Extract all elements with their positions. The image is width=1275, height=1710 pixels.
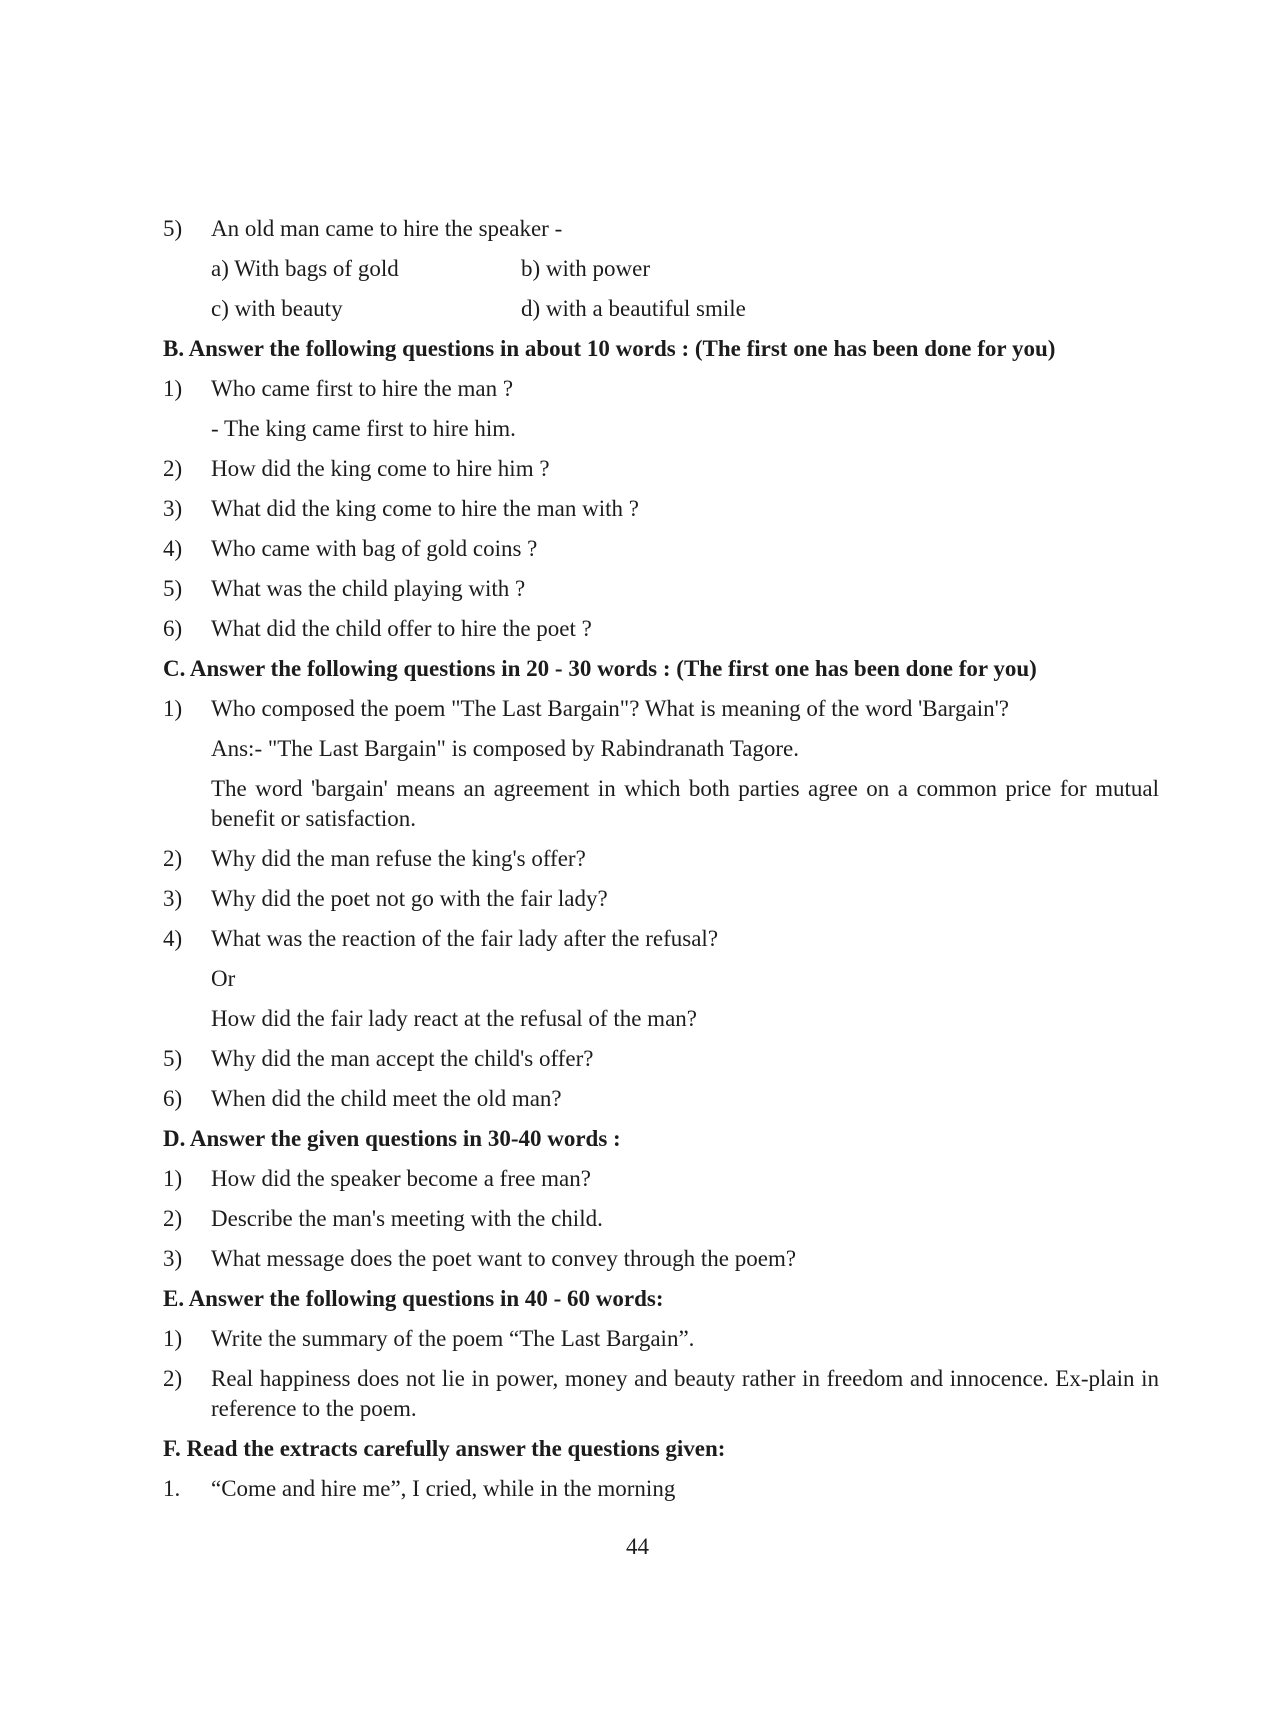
option-a: a) With bags of gold [211, 256, 399, 281]
question-number: 1. [163, 1476, 181, 1501]
section-b-heading: B. Answer the following questions in about 10 words : (The first one has been done for you) [163, 336, 1056, 361]
alternate-question: How did the fair lady react at the refusal of the man? [211, 1006, 697, 1031]
question-text: Real happiness does not lie in power, money and beauty rather in freedom and innocence. Ex-plain in reference to the poem. [211, 1366, 1159, 1421]
question-number: 6) [163, 1086, 183, 1111]
question-number: 4) [163, 536, 183, 561]
question-text: What message does the poet want to convey through the poem? [211, 1246, 797, 1271]
question-item [163, 884, 1159, 924]
question-item [163, 374, 1159, 414]
question-text: An old man came to hire the speaker - [211, 216, 563, 241]
section-c-heading: C. Answer the following questions in 20 - 30 words : (The first one has been done for you) [163, 656, 1037, 681]
question-item [163, 534, 1159, 574]
question-number: 3) [163, 496, 183, 521]
question-item [163, 214, 1159, 254]
question-text: “Come and hire me”, I cried, while in the morning [211, 1476, 676, 1501]
sample-answer: - The king came first to hire him. [211, 416, 516, 441]
page-content [163, 214, 1159, 1514]
question-item [163, 1244, 1159, 1284]
question-number: 3) [163, 886, 183, 911]
question-text: Write the summary of the poem “The Last Bargain”. [211, 1326, 695, 1351]
question-item [163, 924, 1159, 964]
question-text: Why did the poet not go with the fair lady? [211, 886, 608, 911]
question-text: How did the king come to hire him ? [211, 456, 550, 481]
section-f-heading: F. Read the extracts carefully answer the questions given: [163, 1436, 726, 1461]
question-item [163, 1324, 1159, 1364]
question-number: 2) [163, 1366, 183, 1391]
question-number: 1) [163, 376, 183, 401]
question-text: Who came with bag of gold coins ? [211, 536, 538, 561]
question-text: How did the speaker become a free man? [211, 1166, 591, 1191]
sample-answer: Ans:- "The Last Bargain" is composed by Rabindranath Tagore. [211, 736, 799, 761]
question-number: 1) [163, 1166, 183, 1191]
question-item [163, 1364, 1159, 1434]
question-number: 5) [163, 1046, 183, 1071]
question-number: 1) [163, 696, 183, 721]
question-text: Why did the man refuse the king's offer? [211, 846, 586, 871]
question-text: What did the king come to hire the man with ? [211, 496, 639, 521]
option-c: c) with beauty [211, 296, 343, 321]
question-number: 1) [163, 1326, 183, 1351]
section-e-heading: E. Answer the following questions in 40 - 60 words: [163, 1286, 664, 1311]
question-item [163, 614, 1159, 654]
section-d-heading: D. Answer the given questions in 30-40 words : [163, 1126, 621, 1151]
question-number: 2) [163, 1206, 183, 1231]
option-d: d) with a beautiful smile [521, 296, 746, 321]
question-item [163, 1164, 1159, 1204]
question-number: 6) [163, 616, 183, 641]
question-item [163, 1044, 1159, 1084]
question-text: Why did the man accept the child's offer? [211, 1046, 594, 1071]
question-number: 3) [163, 1246, 183, 1271]
question-item [163, 454, 1159, 494]
question-number: 2) [163, 846, 183, 871]
page-number: 44 [626, 1534, 649, 1559]
question-item [163, 494, 1159, 534]
options-row [163, 254, 1159, 294]
question-item [163, 1204, 1159, 1244]
question-text: What did the child offer to hire the poet ? [211, 616, 592, 641]
question-text: Who composed the poem "The Last Bargain"? What is meaning of the word 'Bargain'? [211, 696, 1009, 721]
option-b: b) with power [521, 256, 651, 281]
question-text: What was the child playing with ? [211, 576, 526, 601]
question-text: Describe the man's meeting with the child. [211, 1206, 603, 1231]
question-number: 2) [163, 456, 183, 481]
question-item [163, 844, 1159, 884]
or-separator: Or [211, 966, 236, 991]
question-text: When did the child meet the old man? [211, 1086, 562, 1111]
question-item [163, 574, 1159, 614]
question-text: Who came first to hire the man ? [211, 376, 514, 401]
question-number: 5) [163, 576, 183, 601]
question-item [163, 1084, 1159, 1124]
sample-answer-continued: The word 'bargain' means an agreement in which both parties agree on a common price for mutual benefit or satisfaction. [211, 776, 1159, 831]
question-item [163, 694, 1159, 734]
question-number: 4) [163, 926, 183, 951]
question-text: What was the reaction of the fair lady after the refusal? [211, 926, 719, 951]
options-row [163, 294, 1159, 334]
question-number: 5) [163, 216, 183, 241]
question-item [163, 1474, 1159, 1514]
